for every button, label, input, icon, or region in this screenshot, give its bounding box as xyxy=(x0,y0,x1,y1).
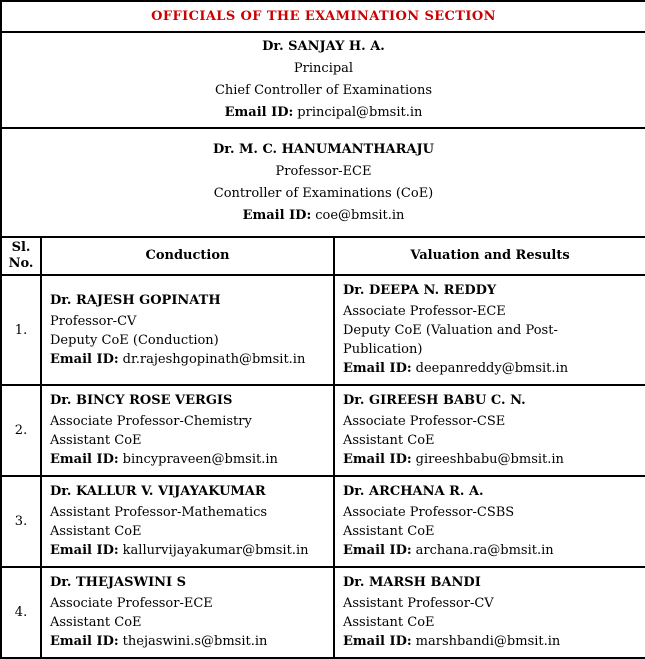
principal-role: Chief Controller of Examinations xyxy=(214,83,433,98)
email-label: Email ID: xyxy=(343,361,412,376)
row-number: 3. xyxy=(1,476,41,567)
table-row xyxy=(1,476,645,567)
conduction-official-cell xyxy=(41,476,334,567)
header-valuation: Valuation and Results xyxy=(334,237,645,275)
person-designation: Associate Professor-CSBS xyxy=(343,505,515,520)
principal-name: Dr. SANJAY H. A. xyxy=(262,39,385,54)
person-designation: Associate Professor-CSE xyxy=(343,414,506,429)
person-role: Assistant CoE xyxy=(343,433,435,448)
conduction-official-cell xyxy=(41,275,334,385)
coe-designation: Professor-ECE xyxy=(275,163,372,179)
valuation-official-cell xyxy=(334,476,645,567)
person-email: bincypraveen@bmsit.in xyxy=(122,452,278,467)
principal-cell xyxy=(1,32,645,128)
email-label: Email ID: xyxy=(50,543,119,558)
person-name: Dr. THEJASWINI S xyxy=(50,575,187,590)
table-row xyxy=(1,275,645,385)
coe-email: coe@bmsit.in xyxy=(315,207,405,223)
person-email: gireeshbabu@bmsit.in xyxy=(415,452,564,467)
coe-name: Dr. M. C. HANUMANTHARAJU xyxy=(213,141,434,157)
email-label: Email ID: xyxy=(343,634,412,649)
person-email: dr.rajeshgopinath@bmsit.in xyxy=(122,351,306,367)
table-row xyxy=(1,385,645,476)
person-designation: Assistant Professor-CV xyxy=(343,596,494,611)
table-header-row xyxy=(1,237,645,275)
valuation-official-cell xyxy=(334,385,645,476)
email-label: Email ID: xyxy=(50,634,119,649)
principal-designation: Principal xyxy=(293,61,354,76)
person-email: archana.ra@bmsit.in xyxy=(415,543,554,558)
person-name: Dr. GIREESH BABU C. N. xyxy=(343,393,526,408)
person-email-line xyxy=(50,350,325,369)
person-role: Assistant CoE xyxy=(343,615,435,630)
principal-email: principal@bmsit.in xyxy=(297,105,423,120)
person-name: Dr. MARSH BANDI xyxy=(343,575,481,590)
person-email: deepanreddy@bmsit.in xyxy=(415,361,569,376)
header-conduction: Conduction xyxy=(41,237,334,275)
person-email-line xyxy=(50,450,325,469)
person-role: Assistant CoE xyxy=(343,524,435,539)
coe-cell xyxy=(1,128,645,237)
person-designation: Associate Professor-Chemistry xyxy=(50,414,252,429)
coe-email-line xyxy=(2,205,645,227)
person-email-line xyxy=(50,632,325,651)
person-name: Dr. KALLUR V. VIJAYAKUMAR xyxy=(50,484,266,499)
email-label: Email ID: xyxy=(242,207,312,223)
title-row xyxy=(1,1,645,32)
valuation-official-cell xyxy=(334,275,645,385)
email-label: Email ID: xyxy=(50,452,119,467)
person-email-line xyxy=(343,541,637,560)
person-role: Deputy CoE (Valuation and Post-Publication) xyxy=(343,323,558,357)
row-number: 2. xyxy=(1,385,41,476)
principal-row xyxy=(1,32,645,128)
principal-email-line xyxy=(2,102,645,124)
person-role: Assistant CoE xyxy=(50,433,142,448)
person-designation: Assistant Professor-Mathematics xyxy=(50,505,268,520)
email-label: Email ID: xyxy=(343,543,412,558)
table-row xyxy=(1,567,645,658)
email-label: Email ID: xyxy=(50,351,119,367)
header-sl-no: Sl. No. xyxy=(1,237,41,275)
person-role: Assistant CoE xyxy=(50,615,142,630)
row-number: 4. xyxy=(1,567,41,658)
row-number: 1. xyxy=(1,275,41,385)
person-designation: Associate Professor-ECE xyxy=(343,304,506,319)
person-designation: Associate Professor-ECE xyxy=(50,596,213,611)
coe-row xyxy=(1,128,645,237)
person-email: kallurvijayakumar@bmsit.in xyxy=(122,543,309,558)
email-label: Email ID: xyxy=(224,105,294,120)
person-name: Dr. DEEPA N. REDDY xyxy=(343,283,497,298)
conduction-official-cell xyxy=(41,567,334,658)
person-email-line xyxy=(50,541,325,560)
person-name: Dr. RAJESH GOPINATH xyxy=(50,292,221,308)
page-title: OFFICIALS OF THE EXAMINATION SECTION xyxy=(1,1,645,32)
person-email-line xyxy=(343,632,637,651)
person-role: Assistant CoE xyxy=(50,524,142,539)
coe-role: Controller of Examinations (CoE) xyxy=(213,185,434,201)
conduction-official-cell xyxy=(41,385,334,476)
valuation-official-cell xyxy=(334,567,645,658)
person-role: Deputy CoE (Conduction) xyxy=(50,332,219,348)
person-designation: Professor-CV xyxy=(50,313,137,329)
person-name: Dr. ARCHANA R. A. xyxy=(343,484,484,499)
email-label: Email ID: xyxy=(343,452,412,467)
person-email-line xyxy=(343,450,637,469)
person-email-line xyxy=(343,359,637,378)
person-email: thejaswini.s@bmsit.in xyxy=(122,634,268,649)
person-name: Dr. BINCY ROSE VERGIS xyxy=(50,393,233,408)
person-email: marshbandi@bmsit.in xyxy=(415,634,561,649)
